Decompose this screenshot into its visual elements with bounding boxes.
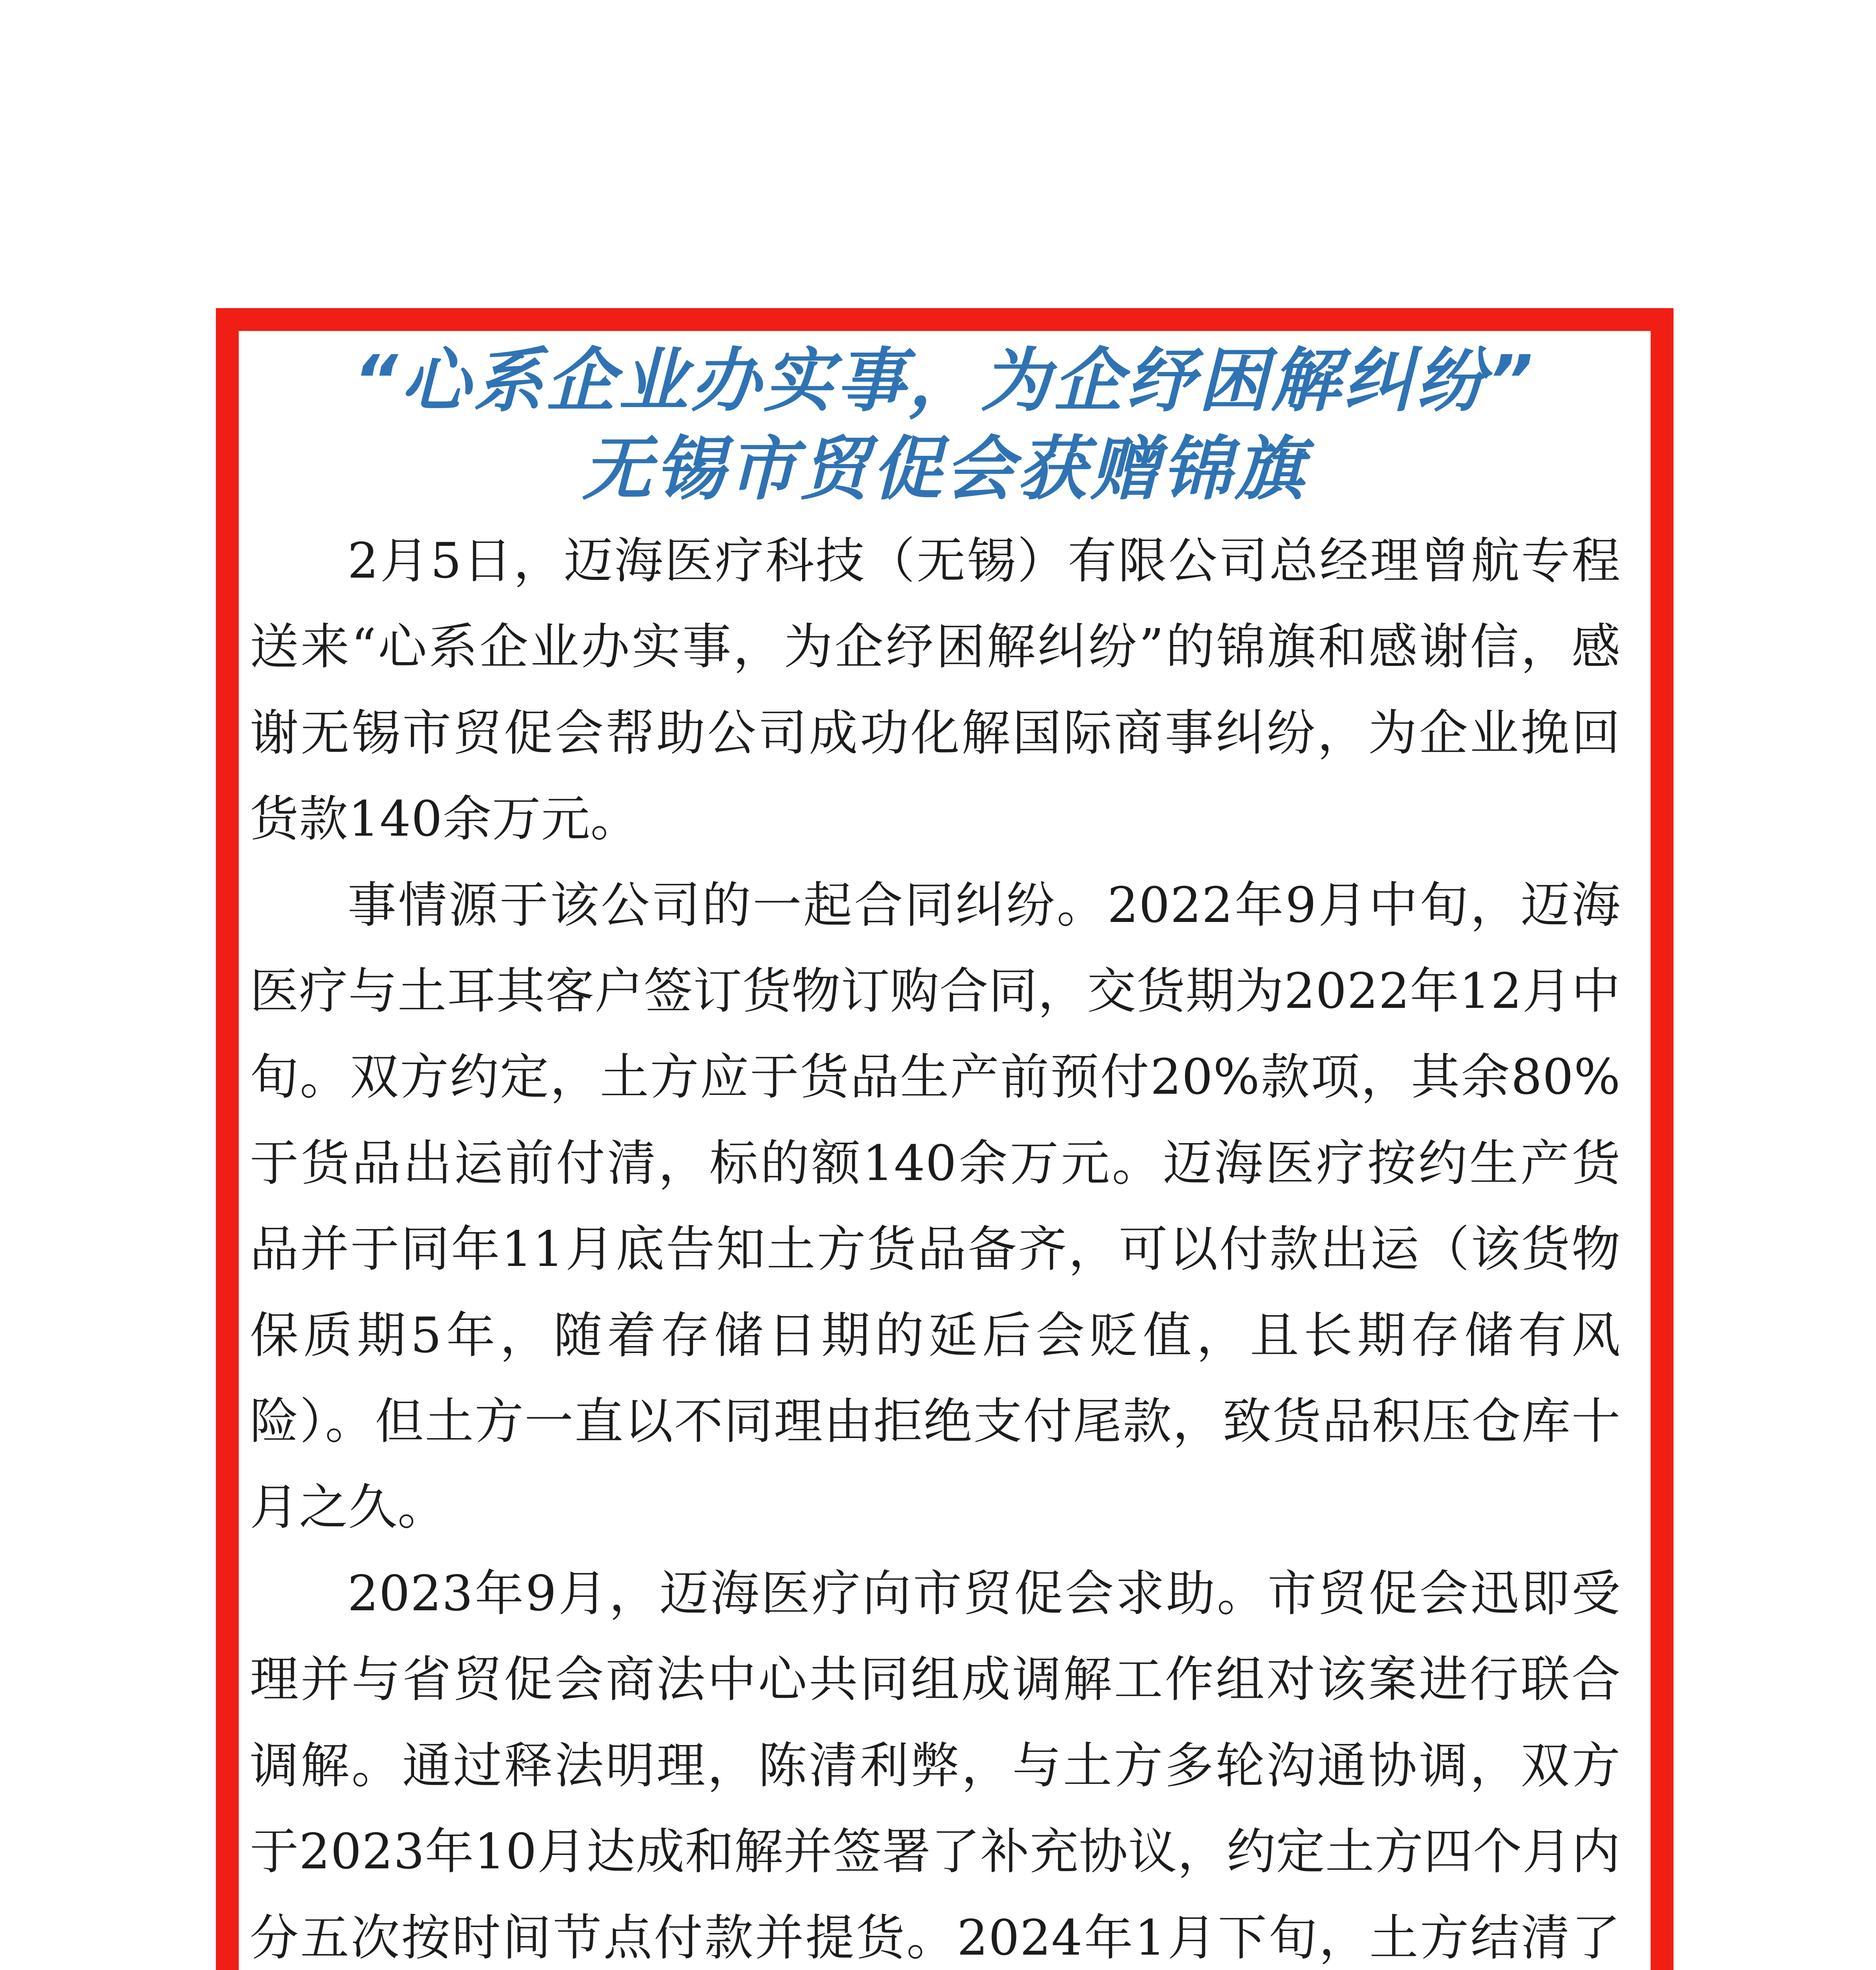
article-body (250, 518, 1621, 1970)
article-title-line-2: 无锡市贸促会获赠锦旗 (582, 429, 1307, 509)
article-paragraph-1: 2月5日，迈海医疗科技（无锡）有限公司总经理曾航专程送来“心系企业办实事，为企纾困解纠纷”的锦旗和感谢信，感谢无锡市贸促会帮助公司成功化解国际商事纠纷，为企业挽回货款140余万元。 (250, 533, 1621, 848)
article-title-line-1: “心系企业办实事，为企纾困解纠纷” (353, 340, 1536, 421)
article-paragraph-2: 事情源于该公司的一起合同纠纷。2022年9月中旬，迈海医疗与土耳其客户签订货物订购合同，交货期为2022年12月中旬。双方约定，土方应于货品生产前预付20%款项，其余80%于货品出运前付清，标的额140余万元。迈海医疗按约生产货品并于同年11月底告知土方货品备齐，可以付款出运（该货物保质期5年，随着存储日期的延后会贬值，且长期存储有风险）。但土方一直以不同理由拒绝支付尾款，致货品积压仓库十月之久。 (250, 877, 1621, 1536)
article-paragraph-3: 2023年9月，迈海医疗向市贸促会求助。市贸促会迅即受理并与省贸促会商法中心共同组成调解工作组对该案进行联合调解。通过释法明理，陈清利弊，与土方多轮沟通协调，双方于2023年10月达成和解并签署了补充协议，约定土方四个月内分五次按时间节点付款并提货。2024年1月下旬，土方结清了 (250, 1565, 1621, 1966)
